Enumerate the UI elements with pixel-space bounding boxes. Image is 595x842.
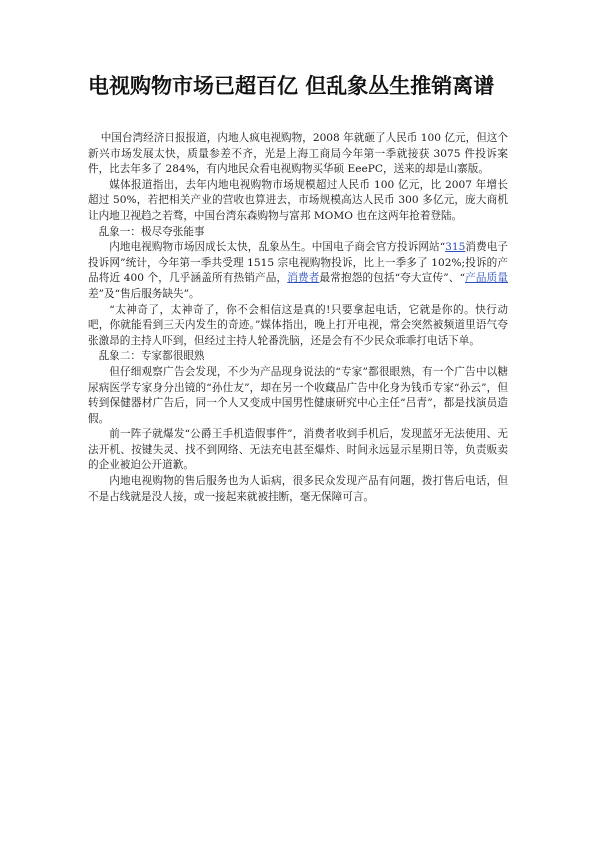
paragraph-intro: 中国台湾经济日报报道，内地人疯电视购物，2008 年就砸了人民币 100 亿元，但这个新兴市场发展太快，质量参差不齐，光是上海工商局今年第一季就接获 3075 件投诉案件，比去年多了 284%，有内地民众看电视购物买华硕 EeePC，送来的却是山寨版。 [88,132,508,176]
paragraph-phone-scandal: 前一阵子就爆发“公爵王手机造假事件”，消费者收到手机后，发现蓝牙无法使用、无法开机、按键失灵、找不到网络、无法充电甚至爆炸、时间永远显示星期日等，负责贩卖的企业被迫公开道歉。 [88,428,508,472]
article-body [88,131,508,505]
paragraph-text: 内地电视购物市场因成长太快，乱象丛生。中国电子商会官方投诉网站“ [109,241,446,254]
article-title: 电视购物市场已超百亿 但乱象丛生推销离谱 [88,74,495,98]
section-heading-1: 乱象一：极尽夸张能事 [98,225,205,238]
paragraph-complaints [88,240,508,302]
link-315[interactable]: 315 [445,241,466,254]
paragraph-text: 消费电子投诉网”统计，今年第一季共受理 1515 宗电视购物投诉，比上一季多了 102%;投诉的产品将近 400 个，几乎涵盖所有热销产品， [88,241,509,285]
link-consumer[interactable]: 消费者 [287,272,320,285]
section-heading-2: 乱象二：专家都很眼熟 [98,350,205,363]
paragraph-text: 差”及“售后服务缺失”。 [88,287,200,300]
link-product-quality[interactable]: 产品质量 [465,272,509,285]
paragraph-text: 最常抱怨的包括“夸大宣传”、“ [319,272,466,285]
paragraph-experts: 但仔细观察广告会发现，不少为产品现身说法的“专家”都很眼熟，有一个广告中以糖尿病医学专家身分出镜的“孙仕友”，却在另一个收藏品广告中化身为钱币专家“孙云”，但转到保健器材广告后，同一个人又变成中国男性健康研究中心主任“吕青”，都是找演员造假。 [88,365,508,425]
paragraph-market-size: 媒体报道指出，去年内地电视购物市场规模超过人民币 100 亿元，比 2007 年增长超过 50%，若把相关产业的营收也算进去，市场规模高达人民币 300 多亿元，庞大商机让内地卫视趋之若骛，中国台湾东森购物与富邦 MOMO 也在这两年抢着登陆。 [88,178,508,222]
paragraph-host-quote: “太神奇了，太神奇了，你不会相信这是真的!只要拿起电话，它就是你的。快行动吧，你就能看到三天内发生的奇迹。”媒体指出，晚上打开电视，常会突然被频道里语气夸张激昂的主持人吓到，但经过主持人轮番洗脑，还是会有不少民众乖乖打电话下单。 [88,303,508,347]
paragraph-after-sales: 内地电视购物的售后服务也为人诟病，很多民众发现产品有问题，拨打售后电话，但不是占线就是没人接，或一接起来就被挂断，毫无保障可言。 [88,475,508,503]
